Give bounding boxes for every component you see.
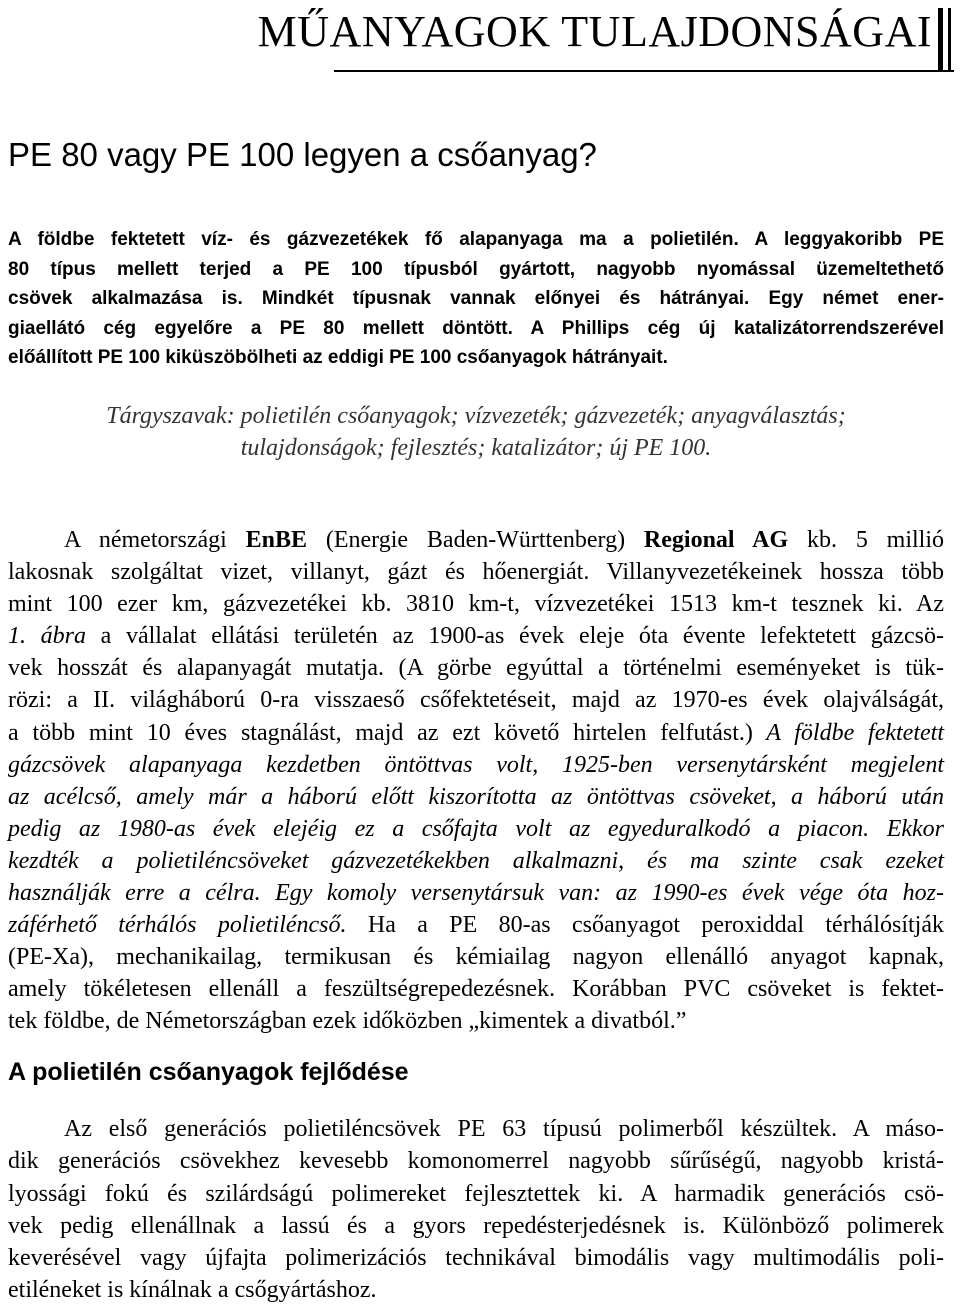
article-title: PE 80 vagy PE 100 legyen a csőanyag?	[8, 136, 597, 173]
body-paragraph-1	[8, 524, 944, 1038]
keywords	[8, 400, 944, 464]
abstract-line: giaellátó cég egyelőre a PE 80 mellett döntött. A Phillips cég új katalizátorrendszerével	[8, 317, 944, 339]
body-line: lakosnak szolgáltat vizet, villanyt, gázt és hőenergiát. Villanyvezetékeinek hossza több	[8, 559, 944, 586]
keywords-line: Tárgyszavak: polietilén csőanyagok; vízvezeték; gázvezeték; anyagválasztás;	[106, 403, 846, 429]
abstract-line: csövek alkalmazása is. Mindkét típusnak vannak előnyei és hátrányai. Egy német ener-	[8, 288, 944, 310]
keywords-line: tulajdonságok; fejlesztés; katalizátor; új PE 100.	[240, 435, 712, 461]
body-line: lyossági fokú és szilárdságú polimereket fejlesztettek ki. A harmadik generációs csö-	[8, 1180, 944, 1207]
figure-reference: 1. ábra	[8, 623, 86, 650]
body-line: Az első generációs polietiléncsövek PE 63 típusú polimerből készültek. A máso-	[64, 1116, 944, 1142]
body-line: vek pedig ellenállnak a lassú és a gyors repedésterjedésnek is. Különböző polimerek	[8, 1212, 944, 1239]
body-line: keverésével vagy újfajta polimerizációs technikával bimodális vagy multimodális poli-	[8, 1245, 944, 1272]
body-line: dik generációs csövekhez kevesebb komonomerrel nagyobb sűrűségű, nagyobb kristá-	[8, 1148, 944, 1175]
body-line: A németországi EnBE (Energie Baden-Württenberg) Regional AG kb. 5 millió	[64, 527, 945, 553]
header-title: MŰANYAGOK TULAJDONSÁGAI	[257, 7, 932, 56]
body-line: mint 100 ezer km, gázvezetékei kb. 3810 km-t, vízvezetékei 1513 km-t tesznek ki. Az	[8, 591, 944, 618]
body-line: amely tökéletesen ellenáll a feszültségrepedezésnek. Korábban PVC csöveket is fektet-	[8, 976, 944, 1003]
header-bars-decoration	[938, 8, 954, 70]
body-line: gázcsövek alapanyaga kezdetben öntöttvas volt, 1925-ben versenytársként megjelent	[8, 751, 944, 778]
body-line: használják erre a célra. Egy komoly versenytársuk van: az 1990-es évek vége óta hoz-	[8, 880, 944, 907]
body-line: az acélcső, amely már a háború előtt kiszorította az öntöttvas csöveket, a háború után	[8, 783, 944, 810]
body-paragraph-2	[8, 1113, 944, 1307]
header-rule	[334, 70, 954, 72]
abstract-line: előállított PE 100 kiküszöbölheti az eddigi PE 100 csőanyagok hátrányait.	[8, 347, 668, 369]
body-line: kezdték a polietiléncsöveket gázvezetékekben alkalmazni, és ma szinte csak ezeket	[8, 847, 944, 874]
body-line: tek földbe, de Németországban ezek időközben „kimentek a divatból.”	[8, 1008, 687, 1035]
header-bar-thin	[948, 8, 951, 70]
body-line: vek hosszát és alapanyagát mutatja. (A görbe egyúttal a történelmi eseményeket is tük-	[8, 655, 944, 682]
body-line: pedig az 1980-as évek elejéig ez a csőfajta volt az egyeduralkodó a piacon. Ekkor	[8, 815, 944, 842]
body-line: (PE-Xa), mechanikailag, termikusan és kémiailag nagyon ellenálló anyagot kapnak,	[8, 944, 944, 971]
abstract-line: A földbe fektetett víz- és gázvezetékek fő alapanyaga ma a polietilén. A leggyakoribb PE	[8, 229, 944, 250]
abstract-line: 80 típus mellett terjed a PE 100 típusból gyártott, nagyobb nyomással üzemeltethető	[8, 258, 944, 280]
body-line: 1. ábra a vállalat ellátási területén az 1900-as évek eleje óta évente lefektetett gázcsö-	[8, 623, 945, 650]
header-bar-thick	[938, 8, 943, 70]
body-line: záférhető térhálós polietiléncső. Ha a PE 80-as csőanyagot peroxiddal térhálósítják	[8, 912, 944, 939]
abstract	[8, 225, 944, 373]
section-title: A polietilén csőanyagok fejlődése	[8, 1058, 409, 1086]
body-line: etiléneket is kínálnak a csőgyártáshoz.	[8, 1277, 377, 1304]
body-line: rözi: a II. világháború 0-ra visszaeső csőfektetéseit, majd az 1970-es évek olajválságát,	[8, 687, 944, 714]
body-line: a több mint 10 éves stagnálást, majd az ezt követő hirtelen felfutást.) A földbe fektetett	[8, 719, 944, 746]
